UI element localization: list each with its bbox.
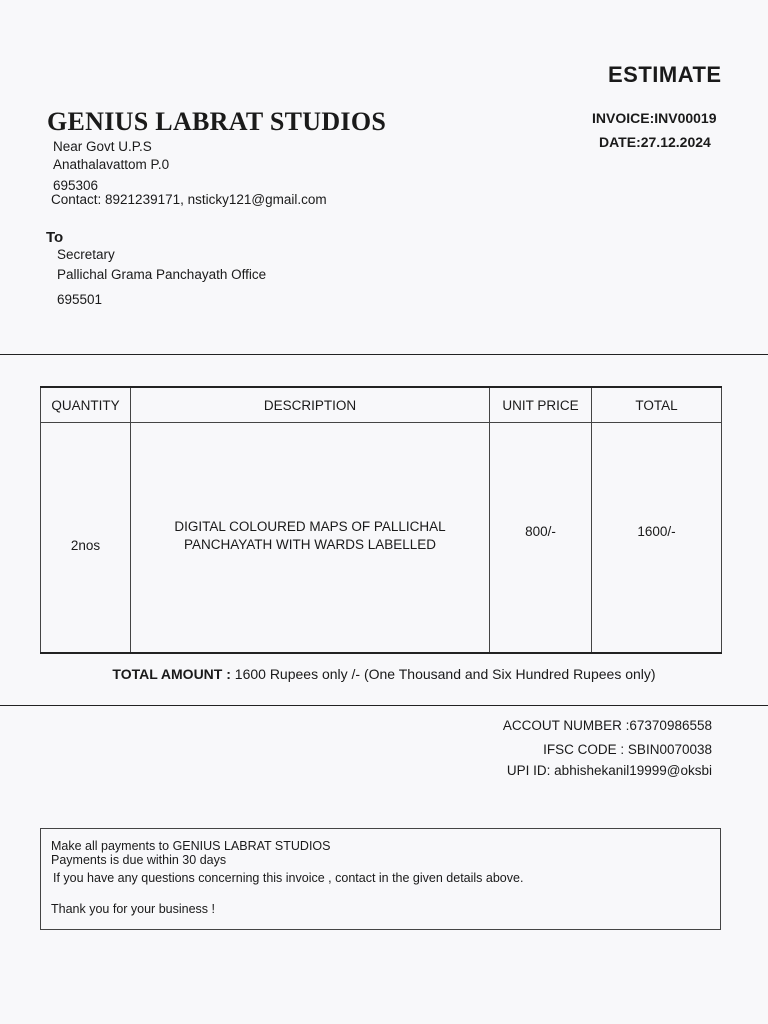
- recipient-label: To: [46, 229, 64, 246]
- divider-top: [0, 354, 768, 355]
- description-line2: PANCHAYATH WITH WARDS LABELLED: [183, 536, 437, 552]
- sender-address-line2: Anathalavattom P.0: [53, 157, 170, 172]
- total-amount: [0, 666, 768, 682]
- note-line1: Make all payments to GENIUS LABRAT STUDIOS: [51, 839, 331, 853]
- cell-unit-price: 800/-: [490, 423, 592, 654]
- note-line3: If you have any questions concerning this invoice , contact in the given details above.: [53, 871, 524, 885]
- invoice-number: INVOICE:INV00019: [592, 110, 717, 126]
- description-line1: DIGITAL COLOURED MAPS OF PALLICHAL: [174, 518, 446, 534]
- table-header-row: [41, 387, 722, 423]
- divider-bottom: [0, 705, 768, 706]
- note-line2: Payments is due within 30 days: [51, 853, 227, 867]
- header-total: TOTAL: [592, 387, 722, 423]
- document-title: ESTIMATE: [608, 62, 722, 87]
- cell-total: 1600/-: [592, 423, 722, 654]
- sender-contact: Contact: 8921239171, nsticky121@gmail.com: [51, 192, 327, 207]
- note-line4: Thank you for your business !: [51, 902, 215, 916]
- ifsc-code: IFSC CODE : SBIN0070038: [543, 742, 712, 757]
- cell-description: [131, 423, 490, 654]
- recipient-line2: Pallichal Grama Panchayath Office: [57, 267, 267, 282]
- account-number: ACCOUT NUMBER :67370986558: [502, 718, 712, 733]
- cell-quantity: 2nos: [41, 423, 131, 654]
- recipient-pincode: 695501: [57, 292, 103, 307]
- invoice-date: DATE:27.12.2024: [599, 134, 711, 150]
- payment-notes-box: [40, 828, 721, 930]
- header-quantity: QUANTITY: [41, 387, 131, 423]
- sender-pincode: 695306: [53, 178, 99, 193]
- header-unit-price: UNIT PRICE: [490, 387, 592, 423]
- total-amount-label: TOTAL AMOUNT :: [112, 666, 231, 682]
- total-amount-value: 1600 Rupees only /- (One Thousand and Six Hundred Rupees only): [230, 666, 656, 682]
- sender-address-line1: Near Govt U.P.S: [53, 139, 152, 154]
- items-table: [40, 386, 722, 654]
- table-row: [41, 423, 722, 654]
- upi-id: UPI ID: abhishekanil19999@oksbi: [506, 763, 712, 778]
- header-description: DESCRIPTION: [131, 387, 490, 423]
- company-name: GENIUS LABRAT STUDIOS: [47, 107, 387, 136]
- recipient-line1: Secretary: [57, 247, 115, 262]
